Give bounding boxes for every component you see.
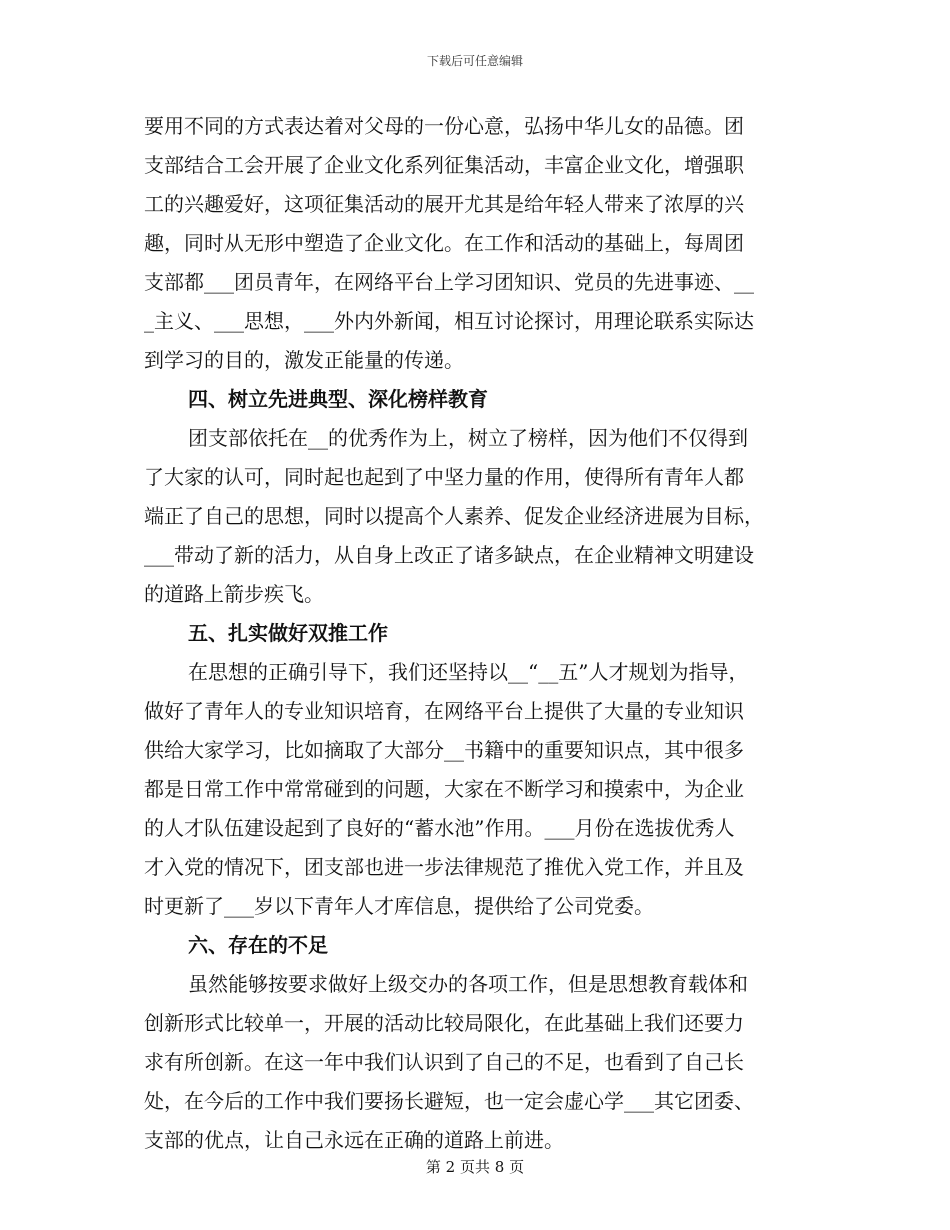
section-heading: 五、扎实做好双推工作 xyxy=(188,621,388,645)
paragraph-line: 求有所创新。在这一年中我们认识到了自己的不足，也看到了自己长 xyxy=(144,1050,744,1074)
paragraph-line: 支部的优点，让自己永远在正确的道路上前进。 xyxy=(144,1128,564,1152)
paragraph-line: 的人才队伍建设起到了良好的“蓄水池”作用。___月份在选拔优秀人 xyxy=(144,816,735,840)
document-body xyxy=(144,107,810,1160)
paragraph-line: 支部都___团员青年，在网络平台上学习团知识、党员的先进事迹、__ xyxy=(144,270,754,294)
paragraph-line: 的道路上箭步疾飞。 xyxy=(144,582,324,606)
paragraph-line: 趣，同时从无形中塑造了企业文化。在工作和活动的基础上，每周团 xyxy=(144,231,744,255)
paragraph-line: 在思想的正确引导下，我们还坚持以__“__五”人才规划为指导， xyxy=(188,660,749,684)
paragraph-line: 工的兴趣爱好，这项征集活动的展开尤其是给年轻人带来了浓厚的兴 xyxy=(144,192,744,216)
paragraph-line: 端正了自己的思想，同时以提高个人素养、促发企业经济进展为目标， xyxy=(144,504,764,528)
paragraph-line: 虽然能够按要求做好上级交办的各项工作，但是思想教育载体和 xyxy=(188,972,748,996)
paragraph-line: 到学习的目的，激发正能量的传递。 xyxy=(144,348,464,372)
paragraph-line: _主义、___思想，___外内外新闻，相互讨论探讨，用理论联系实际达 xyxy=(144,309,754,333)
paragraph-line: 处，在今后的工作中我们要扬长避短，也一定会虚心学___其它团委、 xyxy=(144,1089,754,1113)
paragraph-line: 才入党的情况下，团支部也进一步法律规范了推优入党工作，并且及 xyxy=(144,855,744,879)
paragraph-line: 要用不同的方式表达着对父母的一份心意，弘扬中华儿女的品德。团 xyxy=(144,114,744,138)
page-header: 下载后可任意编辑 xyxy=(426,54,523,68)
paragraph-line: 做好了青年人的专业知识培育，在网络平台上提供了大量的专业知识 xyxy=(144,699,744,723)
paragraph-line: 时更新了___岁以下青年人才库信息，提供给了公司党委。 xyxy=(144,894,654,918)
page-footer: 第 2 页共 8 页 xyxy=(425,1158,525,1176)
paragraph-line: 团支部依托在__的优秀作为上，树立了榜样，因为他们不仅得到 xyxy=(188,426,748,450)
section-heading: 四、树立先进典型、深化榜样教育 xyxy=(188,387,488,411)
paragraph-line: 创新形式比较单一，开展的活动比较局限化，在此基础上我们还要力 xyxy=(144,1011,744,1035)
section-heading: 六、存在的不足 xyxy=(188,933,328,957)
paragraph-line: 都是日常工作中常常碰到的问题，大家在不断学习和摸索中，为企业 xyxy=(144,777,744,801)
paragraph-line: ___带动了新的活力，从自身上改正了诸多缺点，在企业精神文明建设 xyxy=(144,543,754,567)
paragraph-line: 供给大家学习，比如摘取了大部分__书籍中的重要知识点，其中很多 xyxy=(144,738,744,762)
paragraph-line: 支部结合工会开展了企业文化系列征集活动，丰富企业文化，增强职 xyxy=(144,153,744,177)
paragraph-line: 了大家的认可，同时起也起到了中坚力量的作用，使得所有青年人都 xyxy=(144,465,744,489)
